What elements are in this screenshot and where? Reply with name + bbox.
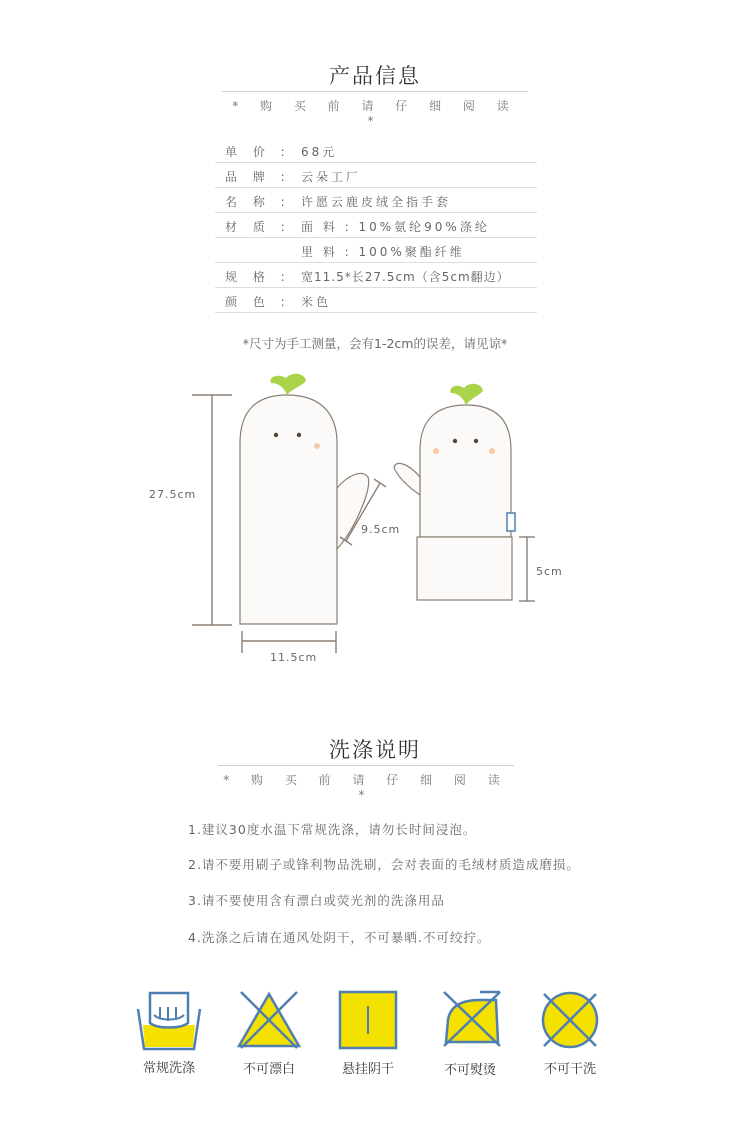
info-row-price: 单 价 : 68元 xyxy=(215,138,537,163)
info-row-lining: 里 料 : 100%聚酯纤维 xyxy=(215,238,537,263)
cuff-dimension-line xyxy=(519,537,535,601)
wash-instructions-title: 洗涤说明 xyxy=(329,738,421,762)
info-row-color: 颜 色 : 米色 xyxy=(215,288,537,313)
height-dimension-line xyxy=(192,395,232,625)
glove-cuff xyxy=(417,537,512,600)
wash-step: 1.建议30度水温下常规洗涤，请勿长时间浸泡。 xyxy=(188,822,477,837)
cuff-label: 5cm xyxy=(536,565,563,578)
glove-blush xyxy=(314,443,320,449)
glove-front-illustration xyxy=(240,374,369,624)
line-dry-icon xyxy=(338,990,398,1050)
title-divider xyxy=(218,765,514,766)
glove-size-diagram xyxy=(0,365,750,675)
measurement-note: *尺寸为手工测量，会有1-2cm的误差，请见谅* xyxy=(242,336,508,351)
width-dimension-line xyxy=(242,631,336,653)
wash-step: 3.请不要使用含有漂白或荧光剂的洗涤用品 xyxy=(188,893,445,908)
wash-step: 4.洗涤之后请在通风处阴干，不可暴晒.不可绞拧。 xyxy=(188,930,491,945)
product-info-table xyxy=(215,138,537,313)
glove-blush xyxy=(433,448,439,454)
no-iron-icon xyxy=(440,988,504,1048)
sprout-leaf-icon xyxy=(270,374,306,395)
width-label: 11.5cm xyxy=(270,651,318,664)
sprout-leaf-icon xyxy=(450,384,483,405)
glove-eye xyxy=(274,433,278,437)
glove-blush xyxy=(489,448,495,454)
no-dry-clean-icon xyxy=(540,990,600,1050)
glove-eye xyxy=(453,439,457,443)
product-info-subtitle: * 购 买 前 请 仔 细 阅 读 * xyxy=(232,99,518,128)
care-label: 不可干洗 xyxy=(543,1062,596,1077)
info-row-name: 名 称 : 许愿云鹿皮绒全指手套 xyxy=(215,188,537,213)
hand-wash-icon xyxy=(136,985,202,1051)
care-label: 不可漂白 xyxy=(242,1062,295,1077)
glove-eye xyxy=(297,433,301,437)
title-divider xyxy=(222,91,528,92)
thumb-label: 9.5cm xyxy=(361,523,401,536)
glove-eye xyxy=(474,439,478,443)
product-info-title: 产品信息 xyxy=(329,64,421,88)
info-row-size: 规 格 : 宽11.5*长27.5cm（含5cm翻边） xyxy=(215,263,537,288)
wash-step: 2.请不要用刷子或锋利物品洗刷，会对表面的毛绒材质造成磨损。 xyxy=(188,857,580,872)
no-bleach-icon xyxy=(237,990,301,1050)
info-row-material: 材 质 : 面 料 : 10%氨纶90%涤纶 xyxy=(215,213,537,238)
height-label: 27.5cm xyxy=(149,488,197,501)
glove-tag xyxy=(507,513,515,531)
glove-cuff-illustration xyxy=(394,384,515,600)
info-row-brand: 品 牌 : 云朵工厂 xyxy=(215,163,537,188)
care-label: 常规洗涤 xyxy=(142,1061,195,1076)
care-label: 不可熨烫 xyxy=(443,1063,496,1078)
care-label: 悬挂阴干 xyxy=(341,1062,394,1077)
wash-instructions-subtitle: * 购 买 前 请 仔 细 阅 读 * xyxy=(223,773,509,802)
